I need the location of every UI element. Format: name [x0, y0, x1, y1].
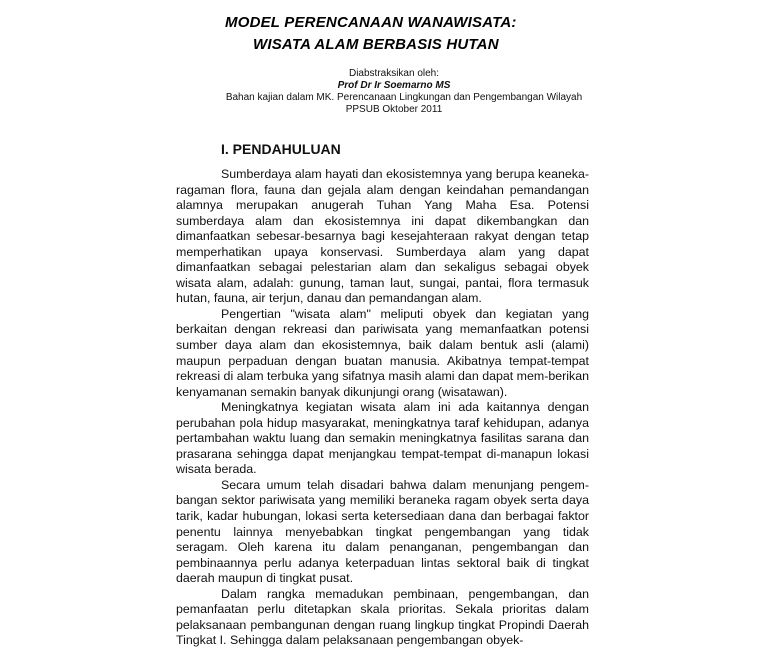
- paragraph-3: Meningkatnya kegiatan wisata alam ini ada kaitannya dengan perubahan pola hidup masyarakat, meningkatnya taraf kehidupan, adanya pertambahan waktu luang dan semakin meningkatnya fasilitas sarana dan prasarana sehingga dapat menjangkau tempat-tempat di-manapun lokasi wisata berada.: [176, 400, 589, 477]
- paragraph-2: Pengertian "wisata alam" meliputi obyek dan kegiatan yang berkaitan dengan rekreasi dan pariwisata yang memanfaatkan potensi sumber daya alam dan ekosistemnya, baik dalam bentuk asli (alami) maupun perpaduan dengan buatan manusia. Akibatnya tempat-tempat rekreasi di alam terbuka yang sifatnya masih alami dan dapat mem-berikan kenyamanan semakin banyak dikunjungi orang (wisatawan).: [176, 306, 589, 399]
- paragraph-4: Secara umum telah disadari bahwa dalam menunjang pengem-bangan sektor pariwisata yang memiliki beraneka ragam obyek serta daya tarik, kadar hubungan, lokasi serta ketersediaan dana dan berbagai faktor penentu lainnya menyebabkan tingkat pengembangan yang tidak seragam. Oleh karena itu dalam penanganan, pengembangan dan pembinaannya perlu adanya keterpaduan lintas sektoral baik di tingkat daerah maupun di tingkat pusat.: [176, 477, 589, 586]
- abstracted-by-label: Diabstraksikan oleh:: [348, 68, 440, 79]
- document-title-line2: WISATA ALAM BERBASIS HUTAN: [253, 36, 499, 53]
- author-name: Prof Dr Ir Soemarno MS: [337, 80, 451, 91]
- section-heading: I. PENDAHULUAN: [221, 141, 341, 157]
- body-text: [176, 167, 589, 649]
- document-title-line1: MODEL PERENCANAAN WANAWISATA:: [225, 14, 517, 31]
- paragraph-1: Sumberdaya alam hayati dan ekosistemnya yang berupa keaneka- ragaman flora, fauna dan gejala alam dengan keindahan pemandangan alamnya merupakan anugerah Tuhan Yang Maha Esa. Potensi sumberdaya alam dan ekosistemnya ini dapat dikembangkan dan dimanfaatkan sebesar-besarnya bagi kesejahteraan rakyat dengan tetap memperhatikan upaya konservasi. Sumberdaya alam yang dapat dimanfaatkan sebagai pelestarian alam dan sekaligus sebagai obyek wisata alam, adalah: gunung, taman laut, sungai, pantai, flora termasuk hutan, fauna, air terjun, danau dan pemandangan alam.: [176, 167, 589, 306]
- course-description: Bahan kajian dalam MK. Perencanaan Lingkungan dan Pengembangan Wilayah: [225, 92, 583, 103]
- document-date: PPSUB Oktober 2011: [345, 104, 443, 115]
- paragraph-5: Dalam rangka memadukan pembinaan, pengembangan, dan pemanfaatan perlu ditetapkan skala prioritas. Sekala prioritas dalam pelaksanaan pembangunan dengan ruang lingkup tingkat Propindi Daerah Tingkat I. Sehingga dalam pelaksanaan pengembangan obyek-: [176, 586, 589, 648]
